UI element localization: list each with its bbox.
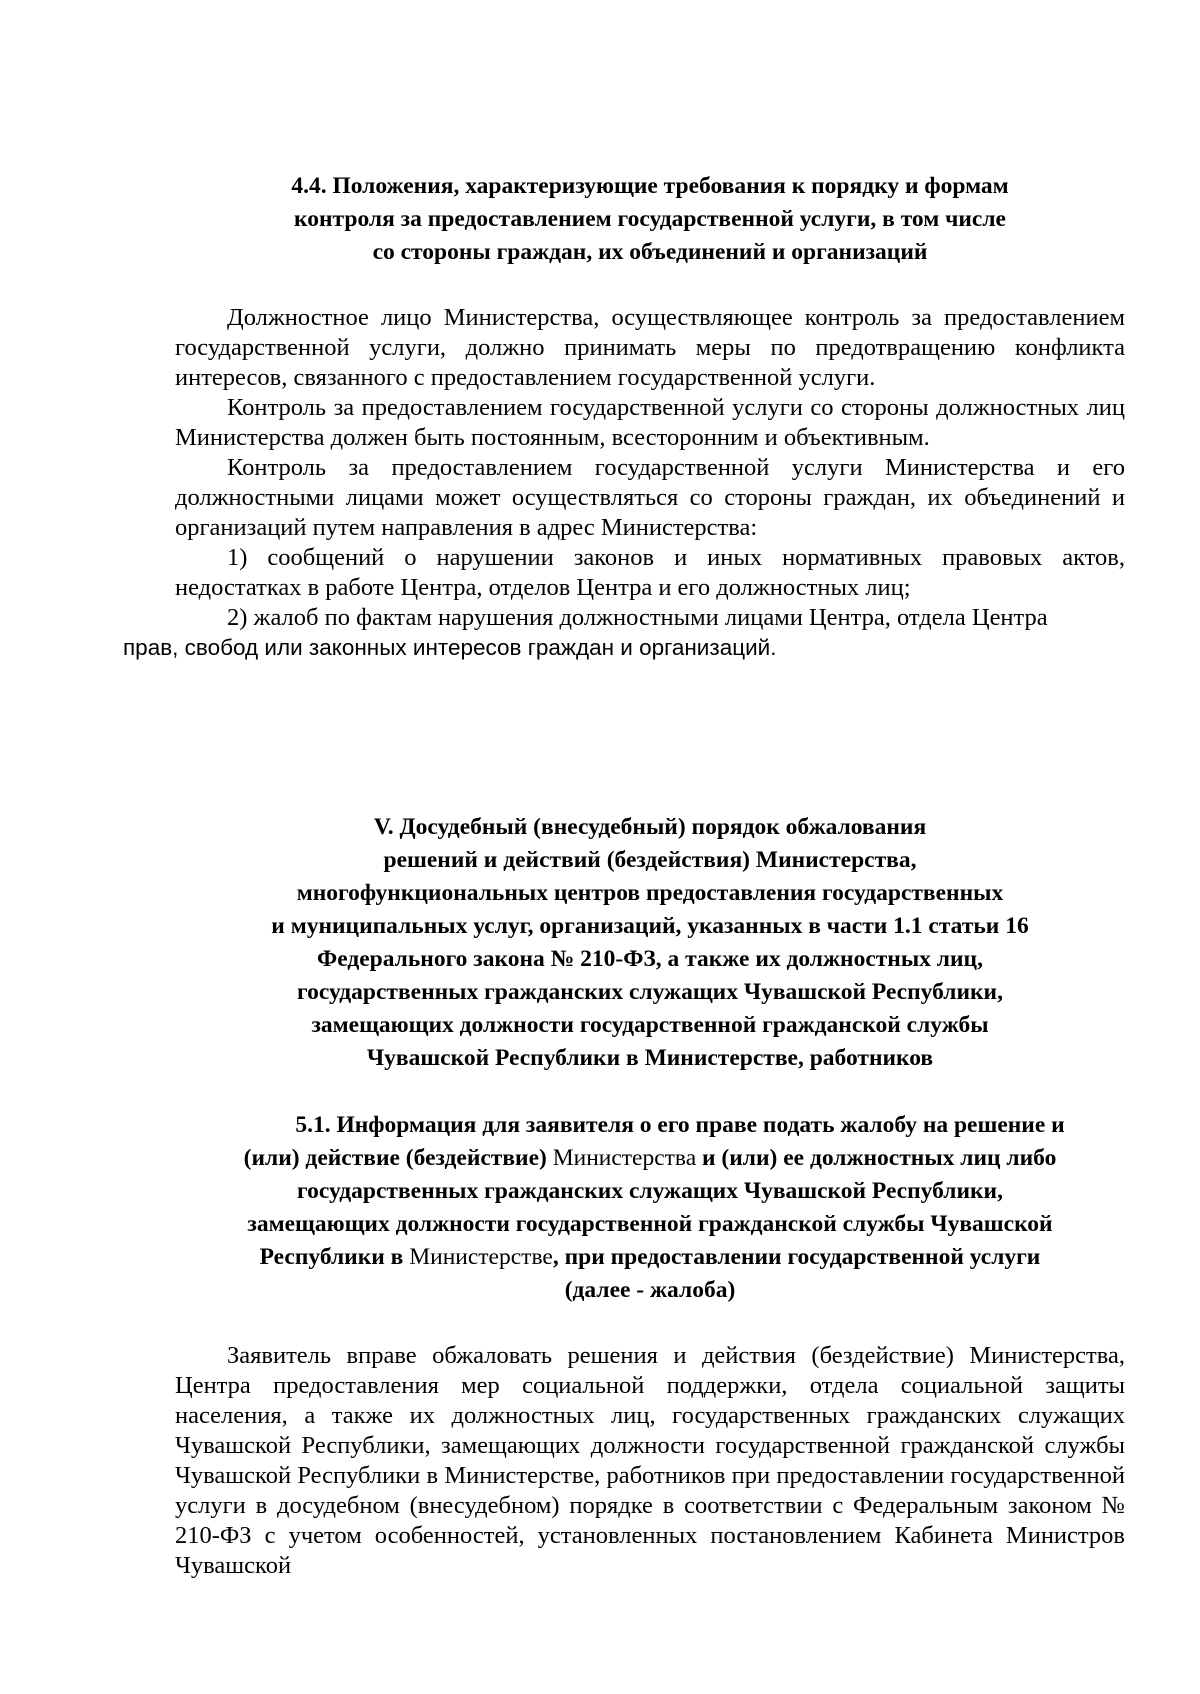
heading-line: 4.4. Положения, характеризующие требования к порядку и формам xyxy=(291,173,1009,199)
paragraph: Контроль за предоставлением государственной услуги со стороны должностных лиц Министерства должен быть постоянным, всесторонним и объективным. xyxy=(175,394,1125,451)
paragraph: Заявитель вправе обжаловать решения и действия (бездействие) Министерства, Центра предоставления мер социальной поддержки, отдела социальной защиты населения, а также их должностных лиц, государственных гражданских служащих Чувашской Республики, замещающих должности государственной гражданской службы Чувашской Республики в Министерстве, работников при предоставлении государственной услуги в досудебном (внесудебном) порядке в соответствии с Федеральным законом № 210-ФЗ с учетом особенностей, установленных постановлением Кабинета Министров Чувашской xyxy=(175,1342,1125,1579)
heading-line: государственных гражданских служащих Чувашской Республики, xyxy=(297,1178,1003,1204)
heading-line: Чувашской Республики в Министерстве, работников xyxy=(366,1045,934,1071)
section-5-heading xyxy=(175,811,1125,1075)
section-4-4-body xyxy=(123,303,1125,663)
heading-fragment: и (или) ее должностных лиц либо xyxy=(696,1145,1057,1171)
list-item-2 xyxy=(123,603,1125,663)
list-item-1: 1) сообщений о нарушении законов и иных нормативных правовых актов, недостатках в работе Центра, отделов Центра и его должностных лиц; xyxy=(175,544,1125,601)
section-5-1-body xyxy=(175,1341,1125,1581)
heading-fragment: Министерства xyxy=(552,1145,697,1171)
heading-line: и муниципальных услуг, организаций, указанных в части 1.1 статьи 16 xyxy=(271,913,1029,939)
heading-fragment: , при предоставлении государственной услуги xyxy=(552,1244,1041,1270)
heading-line: (далее - жалоба) xyxy=(564,1277,736,1303)
heading-line: со стороны граждан, их объединений и организаций xyxy=(372,239,928,265)
list-item-2-start: 2) жалоб по фактам нарушения должностными лицами Центра, отдела Центра xyxy=(227,604,1048,631)
heading-fragment: (или) действие (бездействие) xyxy=(243,1145,553,1171)
heading-line: контроля за предоставлением государственной услуги, в том числе xyxy=(294,206,1006,232)
heading-line: многофункциональных центров предоставления государственных xyxy=(296,880,1004,906)
section-4-4-heading xyxy=(175,170,1125,269)
heading-fragment: Республики в xyxy=(259,1244,410,1270)
heading-line: решений и действий (бездействия) Министерства, xyxy=(383,847,917,873)
list-item-2-end: прав, свобод или законных интересов граждан и организаций. xyxy=(123,635,777,660)
heading-line: государственных гражданских служащих Чувашской Республики, xyxy=(297,979,1003,1005)
heading-fragment: Министерстве xyxy=(409,1244,553,1270)
section-5-1-heading xyxy=(175,1109,1125,1307)
heading-line xyxy=(175,1142,1125,1175)
heading-line xyxy=(175,1241,1125,1274)
heading-line: Федерального закона № 210-ФЗ, а также их должностных лиц, xyxy=(317,946,983,972)
heading-line: V. Досудебный (внесудебный) порядок обжалования xyxy=(373,814,927,840)
heading-line: 5.1. Информация для заявителя о его праве подать жалобу на решение и xyxy=(295,1112,1065,1138)
heading-line: замещающих должности государственной гражданской службы xyxy=(311,1012,989,1038)
paragraph: Должностное лицо Министерства, осуществляющее контроль за предоставлением государственной услуги, должно принимать меры по предотвращению конфликта интересов, связанного с предоставлением государственной услуги. xyxy=(175,304,1125,391)
document-content xyxy=(123,170,1125,1581)
heading-line: замещающих должности государственной гражданской службы Чувашской xyxy=(247,1211,1053,1237)
paragraph: Контроль за предоставлением государственной услуги Министерства и его должностными лицами может осуществляться со стороны граждан, их объединений и организаций путем направления в адрес Министерства: xyxy=(175,454,1125,541)
